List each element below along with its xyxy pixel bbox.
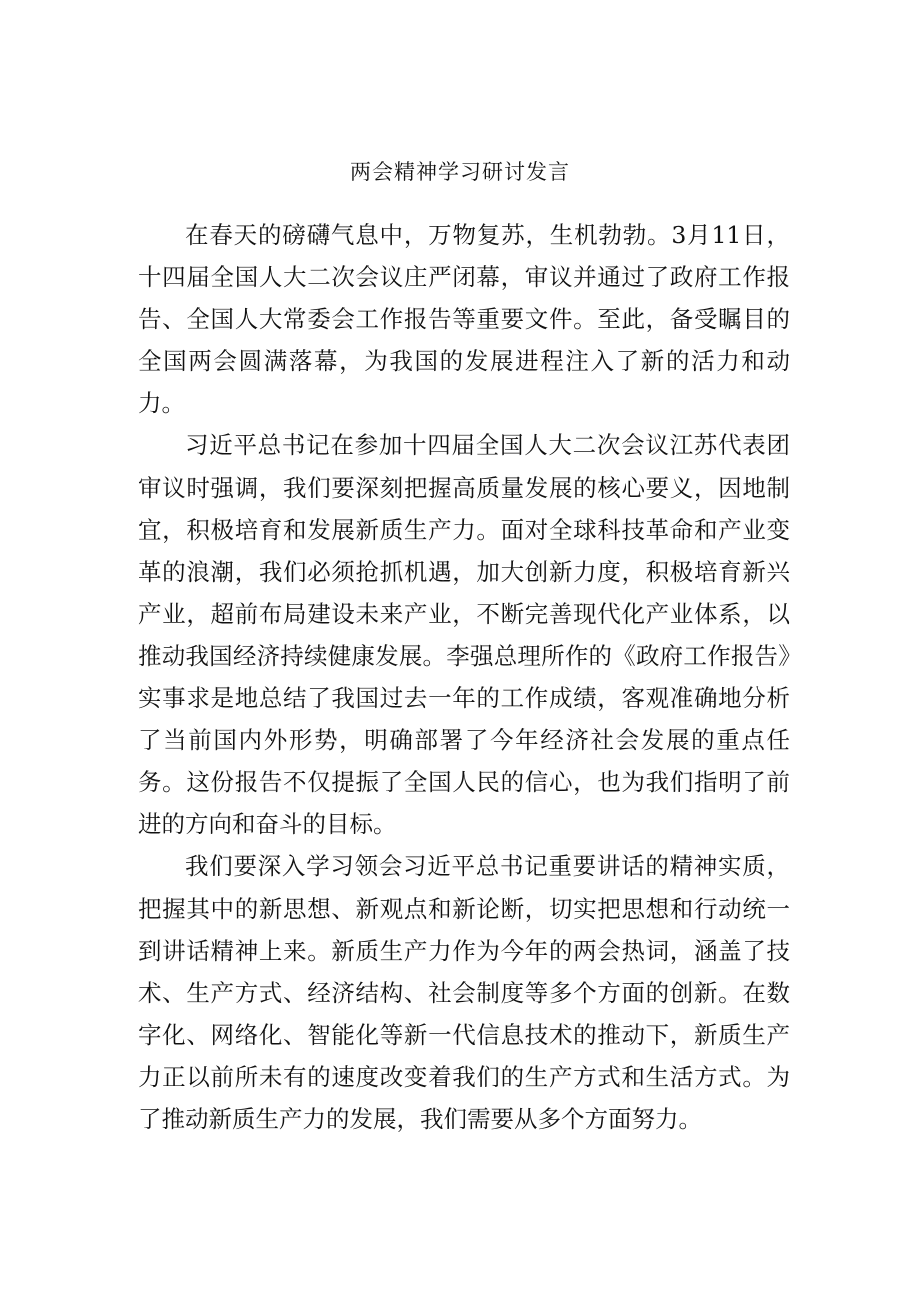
paragraph-2: 习近平总书记在参加十四届全国人大二次会议江苏代表团审议时强调，我们要深刻把握高质量发展的核心要义，因地制宜，积极培育和发展新质生产力。面对全球科技革命和产业变革的浪潮，我们必须抢抓机遇，加大创新力度，积极培育新兴产业，超前布局建设未来产业，不断完善现代化产业体系，以推动我国经济持续健康发展。李强总理所作的《政府工作报告》实事求是地总结了我国过去一年的工作成绩，客观准确地分析了当前国内外形势，明确部署了今年经济社会发展的重点任务。这份报告不仅提振了全国人民的信心，也为我们指明了前进的方向和奋斗的目标。 (138, 431, 790, 839)
document-body (138, 214, 790, 1140)
document-title: 两会精神学习研讨发言 (350, 160, 570, 184)
paragraph-1: 在春天的磅礴气息中，万物复苏，生机勃勃。3月11日，十四届全国人大二次会议庄严闭幕，审议并通过了政府工作报告、全国人大常委会工作报告等重要文件。至此，备受瞩目的全国两会圆满落幕，为我国的发展进程注入了新的活力和动力。 (138, 221, 790, 418)
paragraph-3: 我们要深入学习领会习近平总书记重要讲话的精神实质，把握其中的新思想、新观点和新论断，切实把思想和行动统一到讲话精神上来。新质生产力作为今年的两会热词，涵盖了技术、生产方式、经济结构、社会制度等多个方面的创新。在数字化、网络化、智能化等新一代信息技术的推动下，新质生产力正以前所未有的速度改变着我们的生产方式和生活方式。为了推动新质生产力的发展，我们需要从多个方面努力。 (138, 852, 790, 1133)
